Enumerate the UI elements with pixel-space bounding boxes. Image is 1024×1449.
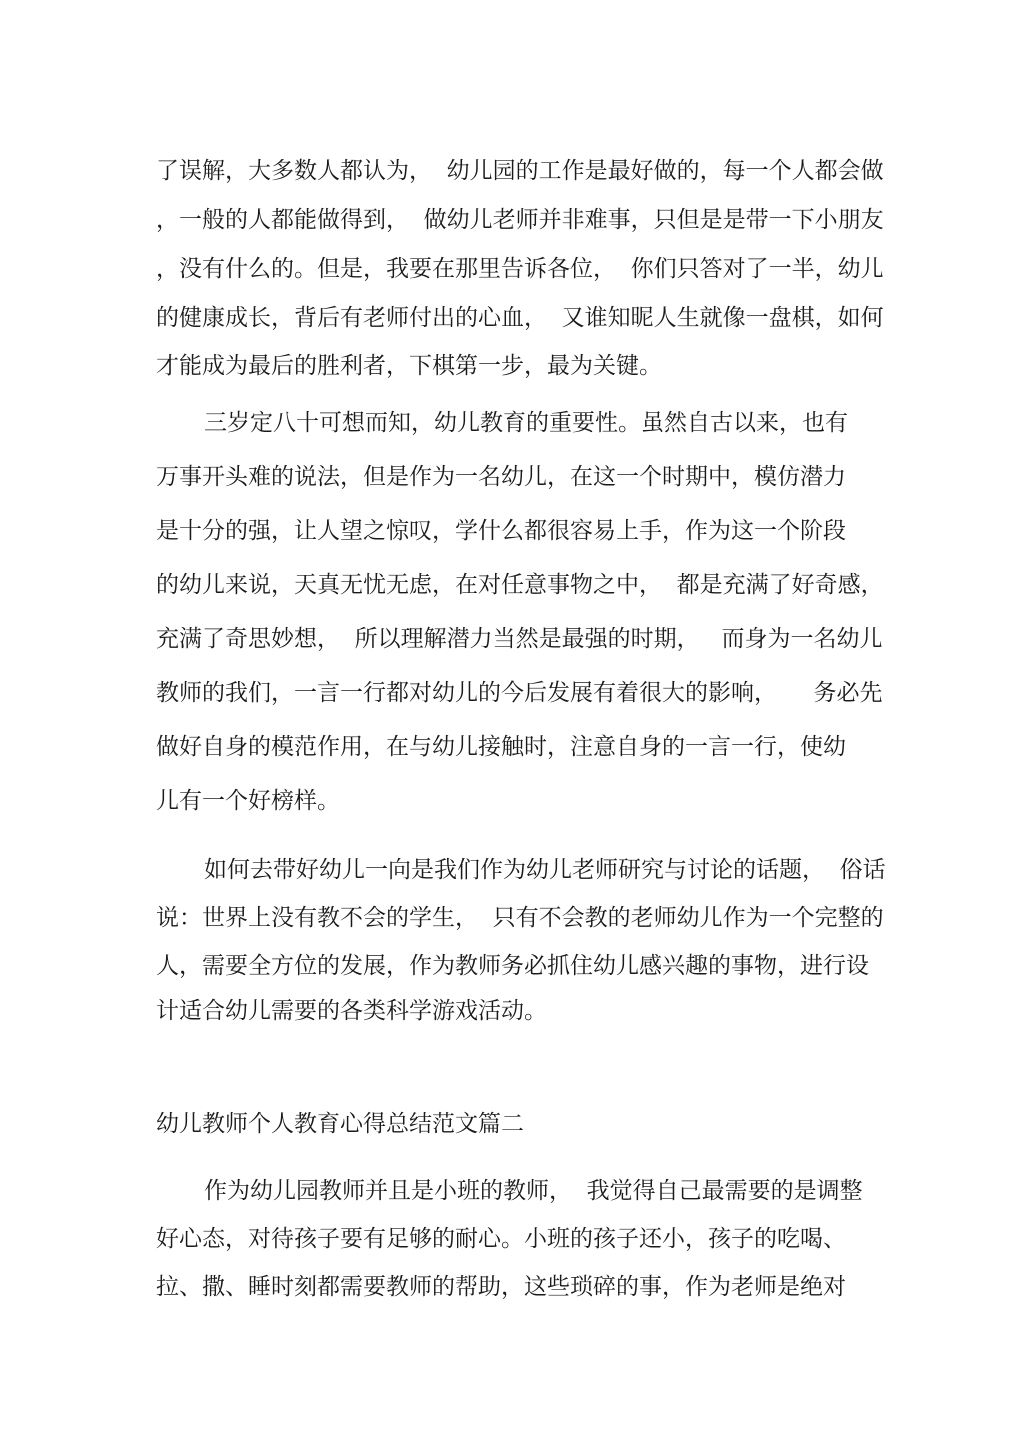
paragraph-4-line-2: 好心态，对待孩子要有足够的耐心。小班的孩子还小，孩子的吃喝、 bbox=[156, 1226, 846, 1252]
paragraph-2-line-7: 做好自身的模范作用，在与幼儿接触时，注意自身的一言一行，使幼 bbox=[156, 734, 846, 760]
paragraph-2-line-6: 教师的我们，一言一行都对幼儿的今后发展有着很大的影响， 务必先 bbox=[156, 680, 883, 706]
paragraph-3-line-1: 如何去带好幼儿一向是我们作为幼儿老师研究与讨论的话题， 俗话 bbox=[204, 857, 886, 883]
paragraph-2-line-3: 是十分的强，让人望之惊叹，学什么都很容易上手，作为这一个阶段 bbox=[156, 518, 846, 544]
paragraph-3-line-3: 人，需要全方位的发展，作为教师务必抓住幼儿感兴趣的事物，进行设 bbox=[156, 953, 869, 979]
paragraph-3-line-2: 说：世界上没有教不会的学生， 只有不会教的老师幼儿作为一个完整的 bbox=[156, 905, 884, 931]
paragraph-2-line-8: 儿有一个好榜样。 bbox=[156, 788, 340, 814]
section-heading: 幼儿教师个人教育心得总结范文篇二 bbox=[156, 1111, 524, 1137]
paragraph-1-line-3: ，没有什么的。但是，我要在那里告诉各位， 你们只答对了一半，幼儿 bbox=[156, 256, 884, 282]
paragraph-2-line-5: 充满了奇思妙想， 所以理解潜力当然是最强的时期， 而身为一名幼儿 bbox=[156, 626, 883, 652]
paragraph-1-line-5: 才能成为最后的胜利者，下棋第一步，最为关键。 bbox=[156, 353, 662, 379]
paragraph-2-line-1: 三岁定八十可想而知，幼儿教育的重要性。虽然自古以来，也有 bbox=[204, 410, 848, 436]
paragraph-2-line-2: 万事开头难的说法，但是作为一名幼儿，在这一个时期中，模仿潜力 bbox=[156, 464, 846, 490]
paragraph-2-line-4: 的幼儿来说，天真无忧无虑，在对任意事物之中， 都是充满了好奇感， bbox=[156, 572, 884, 598]
paragraph-1-line-1: 了误解，大多数人都认为， 幼儿园的工作是最好做的，每一个人都会做 bbox=[156, 158, 884, 184]
paragraph-1-line-2: ，一般的人都能做得到， 做幼儿老师并非难事，只但是是带一下小朋友 bbox=[156, 207, 884, 233]
paragraph-3-line-4: 计适合幼儿需要的各类科学游戏活动。 bbox=[156, 998, 547, 1024]
paragraph-1-line-4: 的健康成长，背后有老师付出的心血， 又谁知昵人生就像一盘棋，如何 bbox=[156, 305, 884, 331]
paragraph-4-line-3: 拉、撒、睡时刻都需要教师的帮助，这些琐碎的事，作为老师是绝对 bbox=[156, 1274, 846, 1300]
paragraph-4-line-1: 作为幼儿园教师并且是小班的教师， 我觉得自己最需要的是调整 bbox=[204, 1178, 863, 1204]
